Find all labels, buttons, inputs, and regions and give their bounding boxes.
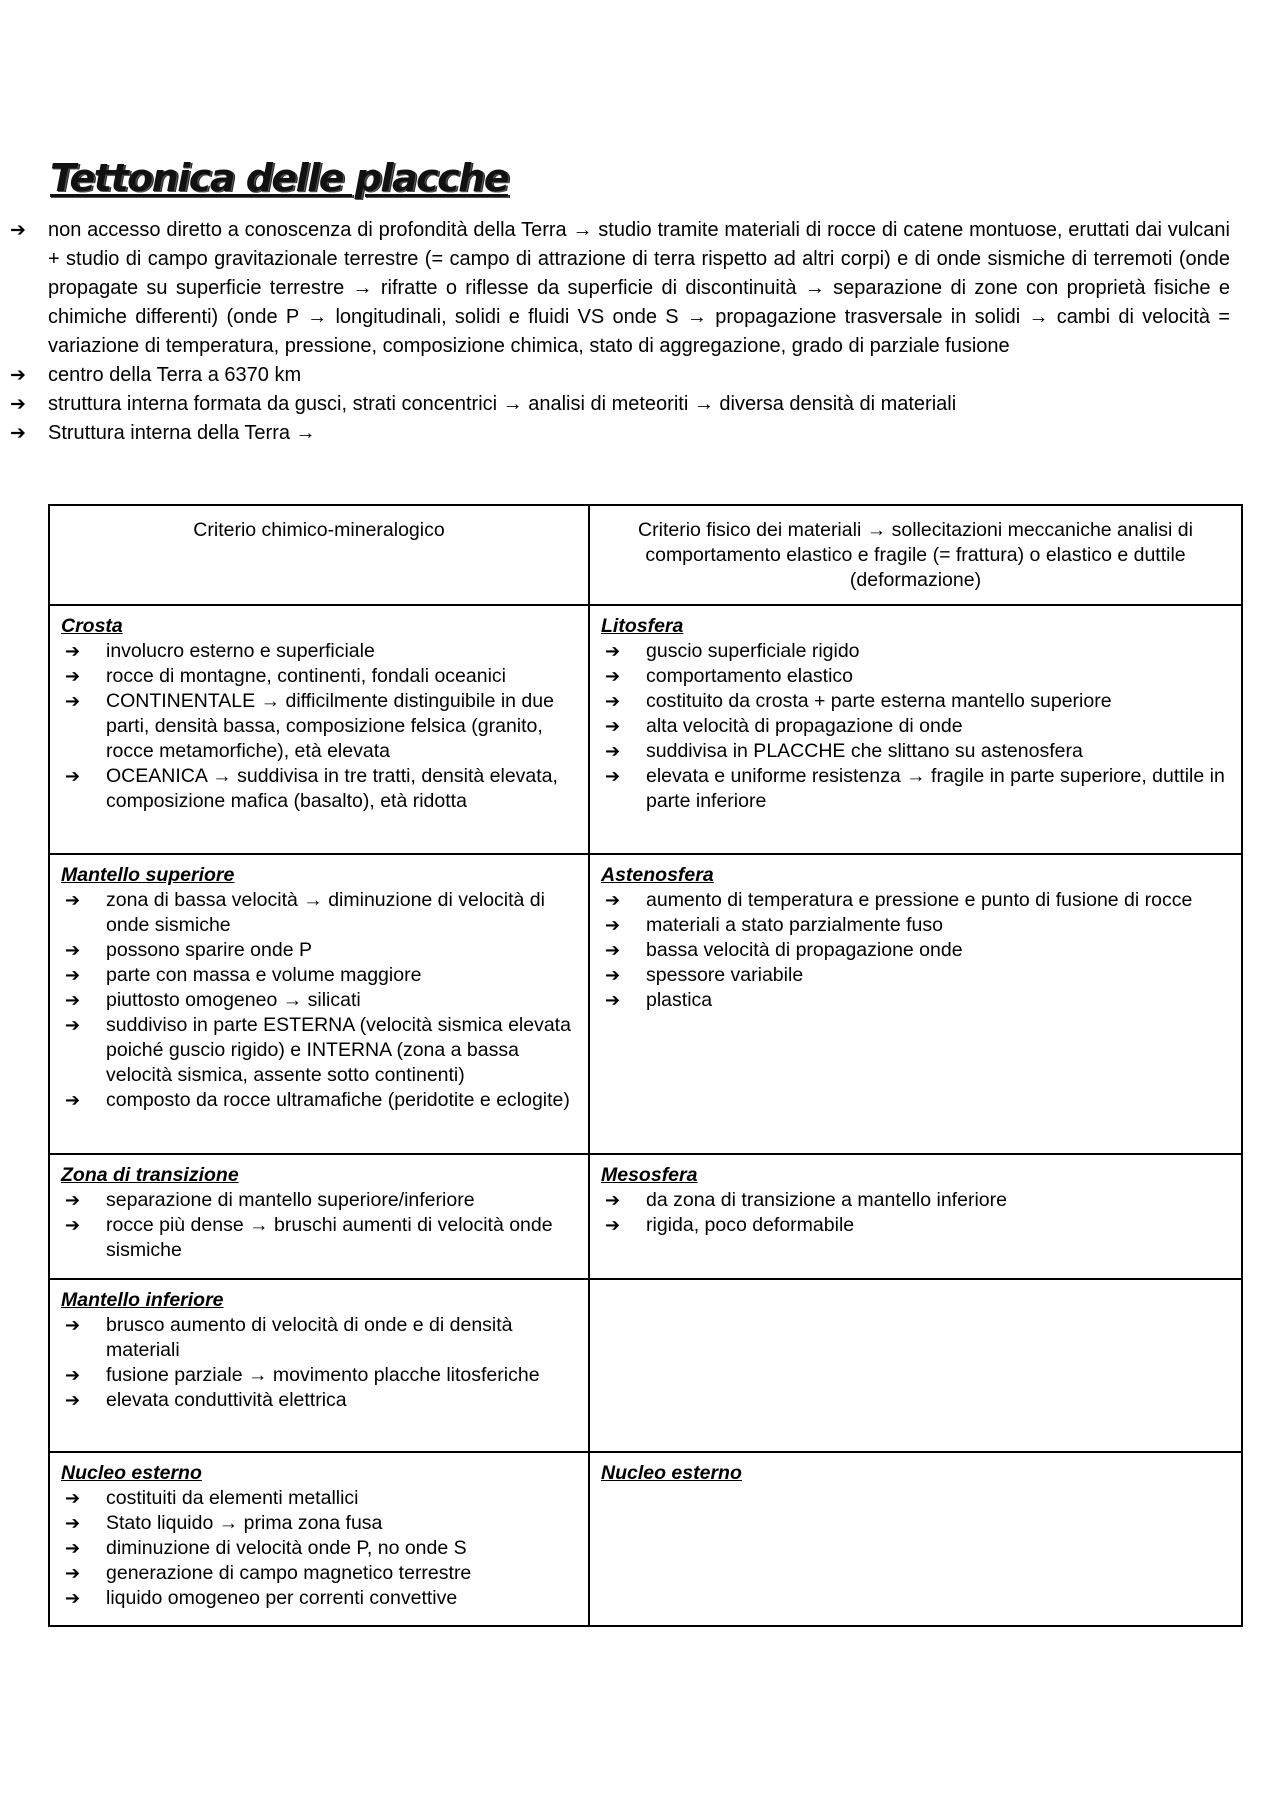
arrow-bullet-icon: ➔: [65, 641, 81, 662]
intro-list: [0, 216, 1230, 448]
list-item-text: da zona di transizione a mantello inferiore: [646, 1189, 1007, 1211]
list-item: [61, 1586, 577, 1611]
list-item-text: rocce di montagne, continenti, fondali oceanici: [106, 665, 506, 687]
list-item-text: suddivisa in PLACCHE che slittano su astenosfera: [646, 740, 1083, 762]
list-item: [61, 1486, 577, 1511]
arrow-bullet-icon: ➔: [10, 422, 26, 444]
intro-item: [0, 216, 1230, 361]
list-item-text: comportamento elastico: [646, 665, 854, 687]
list-item: [61, 1511, 577, 1536]
point-list: [601, 888, 1230, 1013]
list-item-text: separazione di mantello superiore/inferiore: [106, 1189, 475, 1211]
intro-item-text: struttura interna formata da gusci, strati concentrici → analisi di meteoriti → diversa densità di materiali: [48, 393, 957, 415]
arrow-bullet-icon: ➔: [65, 1315, 81, 1336]
list-item: [61, 888, 577, 938]
point-list: [61, 1486, 577, 1611]
list-item-text: diminuzione di velocità onde P, no onde S: [106, 1537, 467, 1559]
list-item: [601, 639, 1230, 664]
list-item: [61, 1088, 577, 1113]
list-item: [61, 764, 577, 814]
list-item: [61, 664, 577, 689]
intro-item-text: Struttura interna della Terra →: [48, 422, 316, 444]
arrow-bullet-icon: ➔: [65, 1390, 81, 1411]
cell-mantello-inferiore: [49, 1279, 589, 1452]
arrow-bullet-icon: ➔: [605, 716, 621, 737]
list-item: [601, 1213, 1230, 1238]
list-item: [61, 1013, 577, 1088]
list-item-text: elevata e uniforme resistenza → fragile in parte superiore, duttile in parte inferiore: [646, 765, 1225, 812]
list-item-text: costituiti da elementi metallici: [106, 1487, 359, 1509]
list-item-text: suddiviso in parte ESTERNA (velocità sismica elevata poiché guscio rigido) e INTERNA (zona a bassa velocità sismica, assente sotto continenti): [106, 1014, 571, 1086]
cell-zona-di-transizione: [49, 1154, 589, 1279]
intro-item: [0, 419, 1230, 448]
cell-empty: [589, 1279, 1242, 1452]
intro-item: [0, 361, 1230, 390]
list-item: [601, 988, 1230, 1013]
list-item-text: CONTINENTALE → difficilmente distinguibile in due parti, densità bassa, composizione felsica (granito, rocce metamorfiche), età elevata: [106, 690, 554, 762]
section-title: Litosfera: [601, 615, 684, 637]
list-item-text: composto da rocce ultramafiche (peridotite e eclogite): [106, 1089, 570, 1111]
cell-crosta: [49, 605, 589, 854]
list-item-text: brusco aumento di velocità di onde e di densità materiali: [106, 1314, 513, 1361]
list-item: [601, 689, 1230, 714]
table-row: [49, 1279, 1242, 1452]
table-row: [49, 854, 1242, 1154]
list-item-text: plastica: [646, 989, 713, 1011]
list-item-text: elevata conduttività elettrica: [106, 1389, 347, 1411]
arrow-bullet-icon: ➔: [605, 1215, 621, 1236]
list-item-text: piuttosto omogeneo → silicati: [106, 989, 361, 1011]
list-item: [61, 1363, 577, 1388]
list-item: [61, 1213, 577, 1263]
list-item-text: guscio superficiale rigido: [646, 640, 860, 662]
arrow-bullet-icon: ➔: [65, 1365, 81, 1386]
list-item: [61, 1561, 577, 1586]
arrow-bullet-icon: ➔: [605, 641, 621, 662]
list-item: [61, 988, 577, 1013]
earth-structure-table: [48, 504, 1243, 1627]
arrow-bullet-icon: ➔: [605, 666, 621, 687]
header-physical-criterion: Criterio fisico dei materiali → sollecitazioni meccaniche analisi di comportamento elastico e fragile (= frattura) o elastico e duttile (deformazione): [589, 505, 1242, 605]
intro-item-text: non accesso diretto a conoscenza di profondità della Terra → studio tramite materiali di rocce di catene montuose, eruttati dai vulcani + studio di campo gravitazionale terrestre (= campo di attrazione di terra rispetto ad altri corpi) e di onde sismiche di terremoti (onde propagate su superficie terrestre → rifratte o riflesse da superficie di discontinuità → separazione di zone con proprietà fisiche e chimiche differenti) (onde P → longitudinali, solidi e fluidi VS onde S → propagazione trasversale in solidi → cambi di velocità = variazione di temperatura, pressione, composizione chimica, stato di aggregazione, grado di parziale fusione: [48, 219, 1230, 357]
arrow-bullet-icon: ➔: [65, 691, 81, 712]
list-item: [601, 888, 1230, 913]
section-title: Zona di transizione: [61, 1164, 239, 1186]
point-list: [601, 639, 1230, 814]
table-row: [49, 605, 1242, 854]
list-item: [601, 938, 1230, 963]
list-item: [61, 689, 577, 764]
list-item: [601, 714, 1230, 739]
arrow-bullet-icon: ➔: [65, 1190, 81, 1211]
list-item: [601, 913, 1230, 938]
arrow-bullet-icon: ➔: [10, 219, 26, 241]
arrow-bullet-icon: ➔: [605, 691, 621, 712]
list-item-text: alta velocità di propagazione di onde: [646, 715, 963, 737]
arrow-bullet-icon: ➔: [605, 1190, 621, 1211]
arrow-bullet-icon: ➔: [605, 965, 621, 986]
list-item: [601, 664, 1230, 689]
list-item: [61, 1536, 577, 1561]
cell-nucleo-esterno: [49, 1452, 589, 1626]
arrow-bullet-icon: ➔: [10, 364, 26, 386]
arrow-bullet-icon: ➔: [605, 741, 621, 762]
arrow-bullet-icon: ➔: [65, 1015, 81, 1036]
arrow-bullet-icon: ➔: [65, 890, 81, 911]
list-item-text: generazione di campo magnetico terrestre: [106, 1562, 472, 1584]
arrow-bullet-icon: ➔: [65, 1513, 81, 1534]
cell-astenosfera: [589, 854, 1242, 1154]
list-item-text: liquido omogeneo per correnti convettive: [106, 1587, 458, 1609]
list-item: [61, 938, 577, 963]
intro-item-text: centro della Terra a 6370 km: [48, 364, 302, 386]
list-item: [61, 963, 577, 988]
arrow-bullet-icon: ➔: [605, 766, 621, 787]
section-title: Mesosfera: [601, 1164, 698, 1186]
arrow-bullet-icon: ➔: [605, 990, 621, 1011]
arrow-bullet-icon: ➔: [605, 940, 621, 961]
list-item: [601, 1188, 1230, 1213]
list-item-text: spessore variabile: [646, 964, 804, 986]
point-list: [61, 1188, 577, 1263]
arrow-bullet-icon: ➔: [65, 1588, 81, 1609]
cell-mesosfera: [589, 1154, 1242, 1279]
list-item-text: aumento di temperatura e pressione e punto di fusione di rocce: [646, 889, 1193, 911]
arrow-bullet-icon: ➔: [65, 1563, 81, 1584]
section-title: Astenosfera: [601, 864, 714, 886]
table-row: [49, 1452, 1242, 1626]
list-item: [61, 1188, 577, 1213]
section-title: Mantello superiore: [61, 864, 235, 886]
arrow-bullet-icon: ➔: [65, 940, 81, 961]
arrow-bullet-icon: ➔: [65, 1215, 81, 1236]
list-item: [61, 1313, 577, 1363]
section-title: Nucleo esterno: [601, 1462, 742, 1484]
arrow-bullet-icon: ➔: [65, 990, 81, 1011]
point-list: [61, 1313, 577, 1413]
header-chemical-criterion: Criterio chimico-mineralogico: [49, 505, 589, 605]
arrow-bullet-icon: ➔: [65, 965, 81, 986]
list-item: [61, 1388, 577, 1413]
page-title: Tettonica delle placche: [50, 156, 508, 200]
list-item-text: parte con massa e volume maggiore: [106, 964, 422, 986]
point-list: [61, 888, 577, 1113]
intro-item: [0, 390, 1230, 419]
cell-litosfera: [589, 605, 1242, 854]
section-title: Crosta: [61, 615, 123, 637]
list-item-text: Stato liquido → prima zona fusa: [106, 1512, 383, 1534]
list-item: [61, 639, 577, 664]
arrow-bullet-icon: ➔: [65, 666, 81, 687]
list-item-text: rigida, poco deformabile: [646, 1214, 855, 1236]
table-row: [49, 1154, 1242, 1279]
section-title: Nucleo esterno: [61, 1462, 202, 1484]
list-item-text: materiali a stato parzialmente fuso: [646, 914, 943, 936]
list-item-text: bassa velocità di propagazione onde: [646, 939, 963, 961]
point-list: [61, 639, 577, 814]
point-list: [601, 1188, 1230, 1238]
list-item-text: possono sparire onde P: [106, 939, 312, 961]
list-item: [601, 739, 1230, 764]
arrow-bullet-icon: ➔: [65, 1538, 81, 1559]
cell-mantello-superiore: [49, 854, 589, 1154]
cell-nucleo-esterno-physical: [589, 1452, 1242, 1626]
table-header-row: [49, 505, 1242, 605]
list-item: [601, 764, 1230, 814]
list-item: [601, 963, 1230, 988]
arrow-bullet-icon: ➔: [605, 890, 621, 911]
arrow-bullet-icon: ➔: [65, 1488, 81, 1509]
list-item-text: costituito da crosta + parte esterna mantello superiore: [646, 690, 1112, 712]
list-item-text: involucro esterno e superficiale: [106, 640, 375, 662]
list-item-text: OCEANICA → suddivisa in tre tratti, densità elevata, composizione mafica (basalto), età ridotta: [106, 765, 558, 812]
arrow-bullet-icon: ➔: [605, 915, 621, 936]
list-item-text: fusione parziale → movimento placche litosferiche: [106, 1364, 540, 1386]
list-item-text: zona di bassa velocità → diminuzione di velocità di onde sismiche: [106, 889, 545, 936]
section-title: Mantello inferiore: [61, 1289, 224, 1311]
arrow-bullet-icon: ➔: [65, 1090, 81, 1111]
arrow-bullet-icon: ➔: [10, 393, 26, 415]
list-item-text: rocce più dense → bruschi aumenti di velocità onde sismiche: [106, 1214, 553, 1261]
arrow-bullet-icon: ➔: [65, 766, 81, 787]
